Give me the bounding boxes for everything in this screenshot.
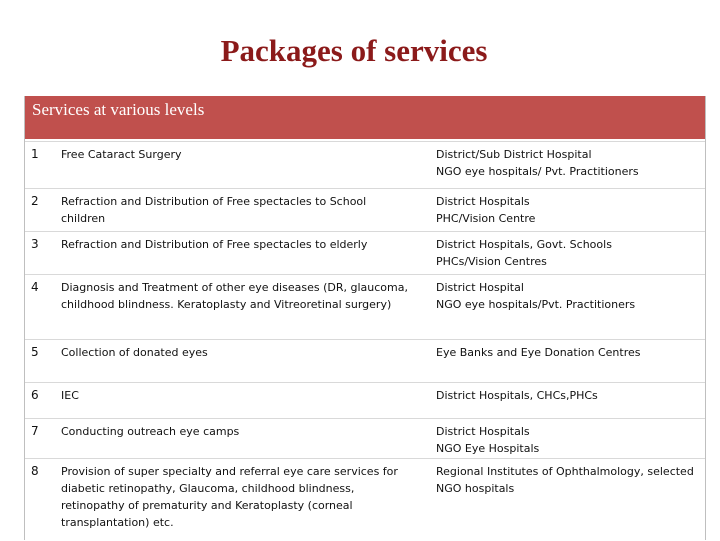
row-number: 2 <box>31 194 39 208</box>
table-row <box>25 418 705 457</box>
table-header <box>25 96 705 141</box>
service-cell: Collection of donated eyes <box>61 346 208 359</box>
table-row <box>25 274 705 332</box>
table-row <box>25 458 705 541</box>
service-cell: Diagnosis and Treatment of other eye diseases (DR, glaucoma, childhood blindness. Keratoplasty and Vitreoretinal surgery) <box>61 281 408 311</box>
row-number: 5 <box>31 345 39 359</box>
table-header-label: Services at various levels <box>32 100 205 119</box>
row-number: 1 <box>31 147 39 161</box>
level-cell: District Hospitals, Govt. Schools PHCs/Vision Centres <box>436 238 612 268</box>
level-cell: Eye Banks and Eye Donation Centres <box>436 346 641 359</box>
level-cell: District Hospitals, CHCs,PHCs <box>436 389 598 402</box>
row-number: 7 <box>31 424 39 438</box>
table-row <box>25 339 705 380</box>
row-number: 4 <box>31 280 39 294</box>
row-number: 8 <box>31 464 39 478</box>
table-row <box>25 141 705 189</box>
service-cell: Free Cataract Surgery <box>61 148 182 161</box>
level-cell: District Hospitals PHC/Vision Centre <box>436 195 536 225</box>
service-cell: Provision of super specialty and referral eye care services for diabetic retinopathy, Glaucoma, childhood blindness, retinopathy of prematurity and Keratoplasty (corneal transplantation) etc. <box>61 465 398 529</box>
table-row <box>25 382 705 416</box>
row-number: 3 <box>31 237 39 251</box>
service-cell: Conducting outreach eye camps <box>61 425 240 438</box>
service-cell: Refraction and Distribution of Free spectacles to elderly <box>61 238 368 251</box>
row-number: 6 <box>31 388 39 402</box>
table-row <box>25 188 705 231</box>
level-cell: District/Sub District Hospital NGO eye hospitals/ Pvt. Practitioners <box>436 148 639 178</box>
level-cell: Regional Institutes of Ophthalmology, selected NGO hospitals <box>436 465 694 495</box>
slide-title: Packages of services <box>220 33 488 68</box>
service-cell: Refraction and Distribution of Free spectacles to School children <box>61 195 367 225</box>
service-cell: IEC <box>61 389 79 402</box>
services-table <box>24 96 706 540</box>
level-cell: District Hospital NGO eye hospitals/Pvt. Practitioners <box>436 281 636 311</box>
table-row <box>25 231 705 275</box>
level-cell: District Hospitals NGO Eye Hospitals <box>436 425 540 455</box>
